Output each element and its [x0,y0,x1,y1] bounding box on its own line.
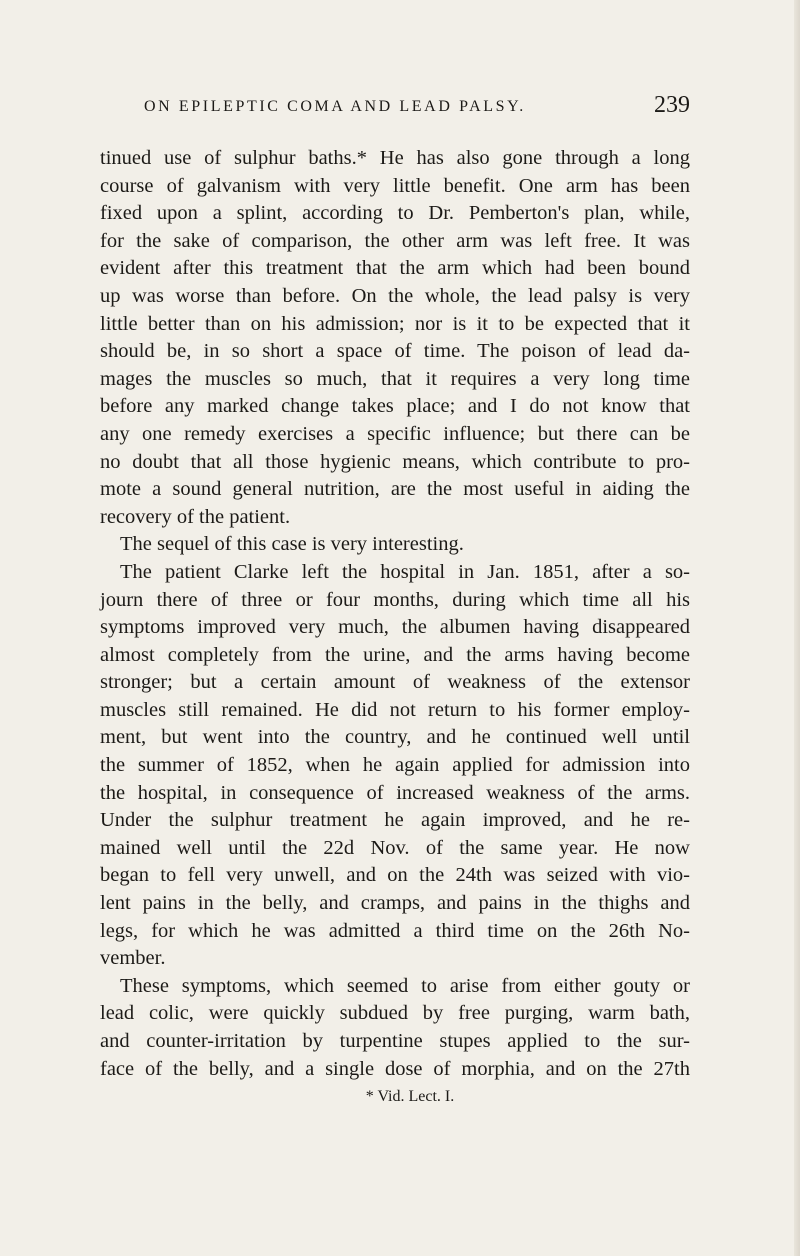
text-line: face of the belly, and a single dose of morphia, and on the 27th [100,1057,690,1080]
text-line: The sequel of this case is very interesting. [120,533,464,556]
footnote [100,1088,690,1106]
text-line: no doubt that all those hygienic means, which contribute to pro- [100,450,690,473]
text-line: journ there of three or four months, during which time all his [100,588,690,611]
text-line: mages the muscles so much, that it requires a very long time [100,367,690,390]
page-edge [794,0,800,1256]
text-line: These symptoms, which seemed to arise from either gouty or [120,974,690,997]
text-line: any one remedy exercises a specific influence; but there can be [100,422,690,445]
body-text [100,145,690,1083]
text-line: began to fell very unwell, and on the 24th was seized with vio- [100,864,690,887]
text-line: almost completely from the urine, and the arms having become [100,643,690,666]
text-line: legs, for which he was admitted a third time on the 26th No- [100,919,690,942]
text-line: Under the sulphur treatment he again improved, and he re- [100,809,690,832]
text-line: course of galvanism with very little benefit. One arm has been [100,174,690,197]
footnote-text: * Vid. Lect. I. [365,1088,455,1105]
text-line: ment, but went into the country, and he continued well until [100,726,690,749]
text-line: evident after this treatment that the arm which had been bound [100,257,690,280]
text-line: lent pains in the belly, and cramps, and pains in the thighs and [100,892,690,915]
text-line: The patient Clarke left the hospital in Jan. 1851, after a so- [120,560,690,583]
running-head [100,92,690,126]
text-line: before any marked change takes place; and I do not know that [100,395,690,418]
running-title: ON EPILEPTIC COMA AND LEAD PALSY. [144,98,526,115]
text-line: the hospital, in consequence of increased weakness of the arms. [100,781,690,804]
text-line: up was worse than before. On the whole, the lead palsy is very [100,284,690,307]
text-line: mote a sound general nutrition, are the most useful in aiding the [100,478,690,501]
page-number: 239 [654,92,690,118]
text-line: and counter-irritation by turpentine stupes applied to the sur- [100,1030,690,1052]
text-line: symptoms improved very much, the albumen having disappeared [100,616,690,639]
text-line: little better than on his admission; nor is it to be expected that it [100,312,690,335]
text-line: tinued use of sulphur baths.* He has also gone through a long [100,147,690,169]
text-line: vember. [100,947,166,970]
text-line: should be, in so short a space of time. The poison of lead da- [100,340,690,363]
text-line: stronger; but a certain amount of weakness of the extensor [100,671,690,694]
text-line: muscles still remained. He did not return to his former employ- [100,698,690,721]
text-line: recovery of the patient. [100,505,291,528]
text-line: mained well until the 22d Nov. of the same year. He now [100,836,690,859]
text-line: lead colic, were quickly subdued by free purging, warm bath, [100,1002,690,1025]
text-line: fixed upon a splint, according to Dr. Pemberton's plan, while, [100,202,690,225]
text-line: for the sake of comparison, the other arm was left free. It was [100,229,690,252]
text-line: the summer of 1852, when he again applied for admission into [100,754,690,777]
